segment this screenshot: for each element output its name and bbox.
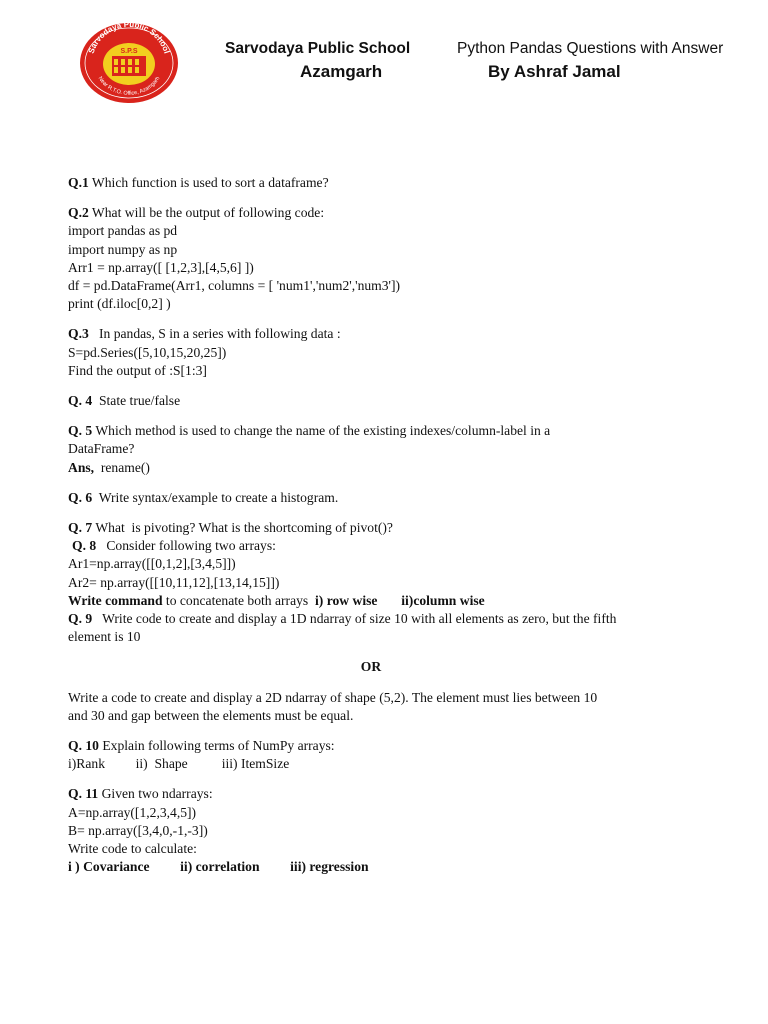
question-3 (68, 325, 688, 380)
question-text: Consider following two arrays: (96, 538, 276, 554)
or-separator: OR (360, 659, 382, 675)
command-label: Write command (68, 592, 163, 608)
question-10 (68, 737, 688, 773)
question-5 (68, 422, 688, 477)
question-list (68, 174, 688, 877)
option-column-wise: ii)column wise (401, 592, 485, 608)
code-line: Ar1=np.array([[0,1,2],[3,4,5]]) (68, 556, 236, 572)
item-correlation: ii) correlation (180, 859, 260, 875)
term-shape: ii) Shape (135, 756, 188, 772)
question-number: Q.1 (68, 175, 89, 190)
page-header (0, 0, 768, 120)
alternative-text-cont: and 30 and gap between the elements must be equal. (68, 707, 354, 723)
question-number: Q. 9 (68, 611, 93, 627)
question-7 (68, 519, 688, 537)
question-number: Q. 11 (68, 786, 99, 802)
question-number: Q. 10 (68, 738, 99, 754)
question-number: Q. 5 (68, 423, 93, 439)
item-regression: iii) regression (290, 859, 369, 875)
question-text: Write syntax/example to create a histogram. (92, 489, 339, 505)
logo-initials: S.P.S (120, 48, 138, 55)
text-line: Write code to calculate: (68, 841, 197, 857)
document-author: By Ashraf Jamal (488, 62, 621, 81)
answer-line (68, 459, 688, 477)
text-line: Find the output of :S[1:3] (68, 362, 207, 378)
item-covariance: i ) Covariance (68, 859, 150, 875)
school-city: Azamgarh (300, 62, 383, 81)
question-number: Q. 4 (68, 393, 93, 409)
option-row-wise: i) row wise (315, 592, 378, 608)
code-line: B= np.array([3,4,0,-1,-3]) (68, 822, 208, 838)
code-line: print (df.iloc[0,2] ) (68, 296, 171, 312)
question-2 (68, 204, 688, 313)
question-text-cont: element is 10 (68, 629, 141, 645)
school-name: Sarvodaya Public School (225, 40, 411, 57)
code-line: S=pd.Series([5,10,15,20,25]) (68, 344, 227, 360)
question-number: Q.3 (68, 326, 89, 342)
code-line: Arr1 = np.array([ [1,2,3],[4,5,6] ]) (68, 259, 254, 275)
question-text: What is pivoting? What is the shortcoming of pivot()? (92, 520, 393, 536)
question-number: Q.2 (68, 205, 89, 221)
school-logo (66, 20, 192, 104)
code-line: A=np.array([1,2,3,4,5]) (68, 804, 197, 820)
question-number: Q. 7 (68, 520, 93, 536)
question-text: Which function is used to sort a dataframe? (88, 175, 329, 190)
question-number: Q. 8 (72, 538, 97, 554)
term-itemsize: iii) ItemSize (221, 756, 290, 772)
question-text-cont: DataFrame? (68, 441, 135, 457)
term-rank: i)Rank (68, 756, 105, 772)
question-9 (68, 610, 688, 725)
question-6 (68, 489, 688, 507)
code-line: import numpy as np (68, 241, 178, 257)
code-line: Ar2= np.array([[10,11,12],[13,14,15]]) (68, 574, 280, 590)
code-line: import pandas as pd (68, 223, 178, 239)
question-text: What will be the output of following code: (88, 205, 325, 221)
logo-arc-bottom: Near R.T.O. Office, Azamgarh (96, 75, 162, 97)
answer-text: rename() (94, 459, 150, 475)
command-text: to concatenate both arrays (162, 592, 316, 608)
question-text: Explain following terms of NumPy arrays: (98, 738, 335, 754)
question-text: Which method is used to change the name of the existing indexes/column-label in a (92, 423, 551, 439)
question-text: In pandas, S in a series with following data : (88, 326, 341, 342)
document-title: Python Pandas Questions with Answer (457, 40, 724, 57)
command-line (68, 592, 688, 610)
code-line: df = pd.DataFrame(Arr1, columns = [ 'num1','num2','num3']) (68, 278, 401, 294)
alternative-text: Write a code to create and display a 2D ndarray of shape (5,2). The element must lies between 10 (68, 689, 598, 705)
question-text: Given two ndarrays: (98, 786, 213, 802)
question-number: Q. 6 (68, 489, 93, 505)
question-11 (68, 785, 688, 876)
question-4 (68, 392, 688, 410)
logo-arc-top: Sarvodaya Public School (86, 20, 172, 55)
calc-items (68, 858, 688, 876)
terms-line (68, 755, 688, 773)
question-1 (68, 174, 688, 192)
question-8 (68, 537, 688, 610)
answer-label: Ans, (68, 459, 95, 475)
question-text: Write code to create and display a 1D ndarray of size 10 with all elements as zero, but the fifth (92, 611, 617, 627)
question-text: State true/false (92, 393, 181, 409)
